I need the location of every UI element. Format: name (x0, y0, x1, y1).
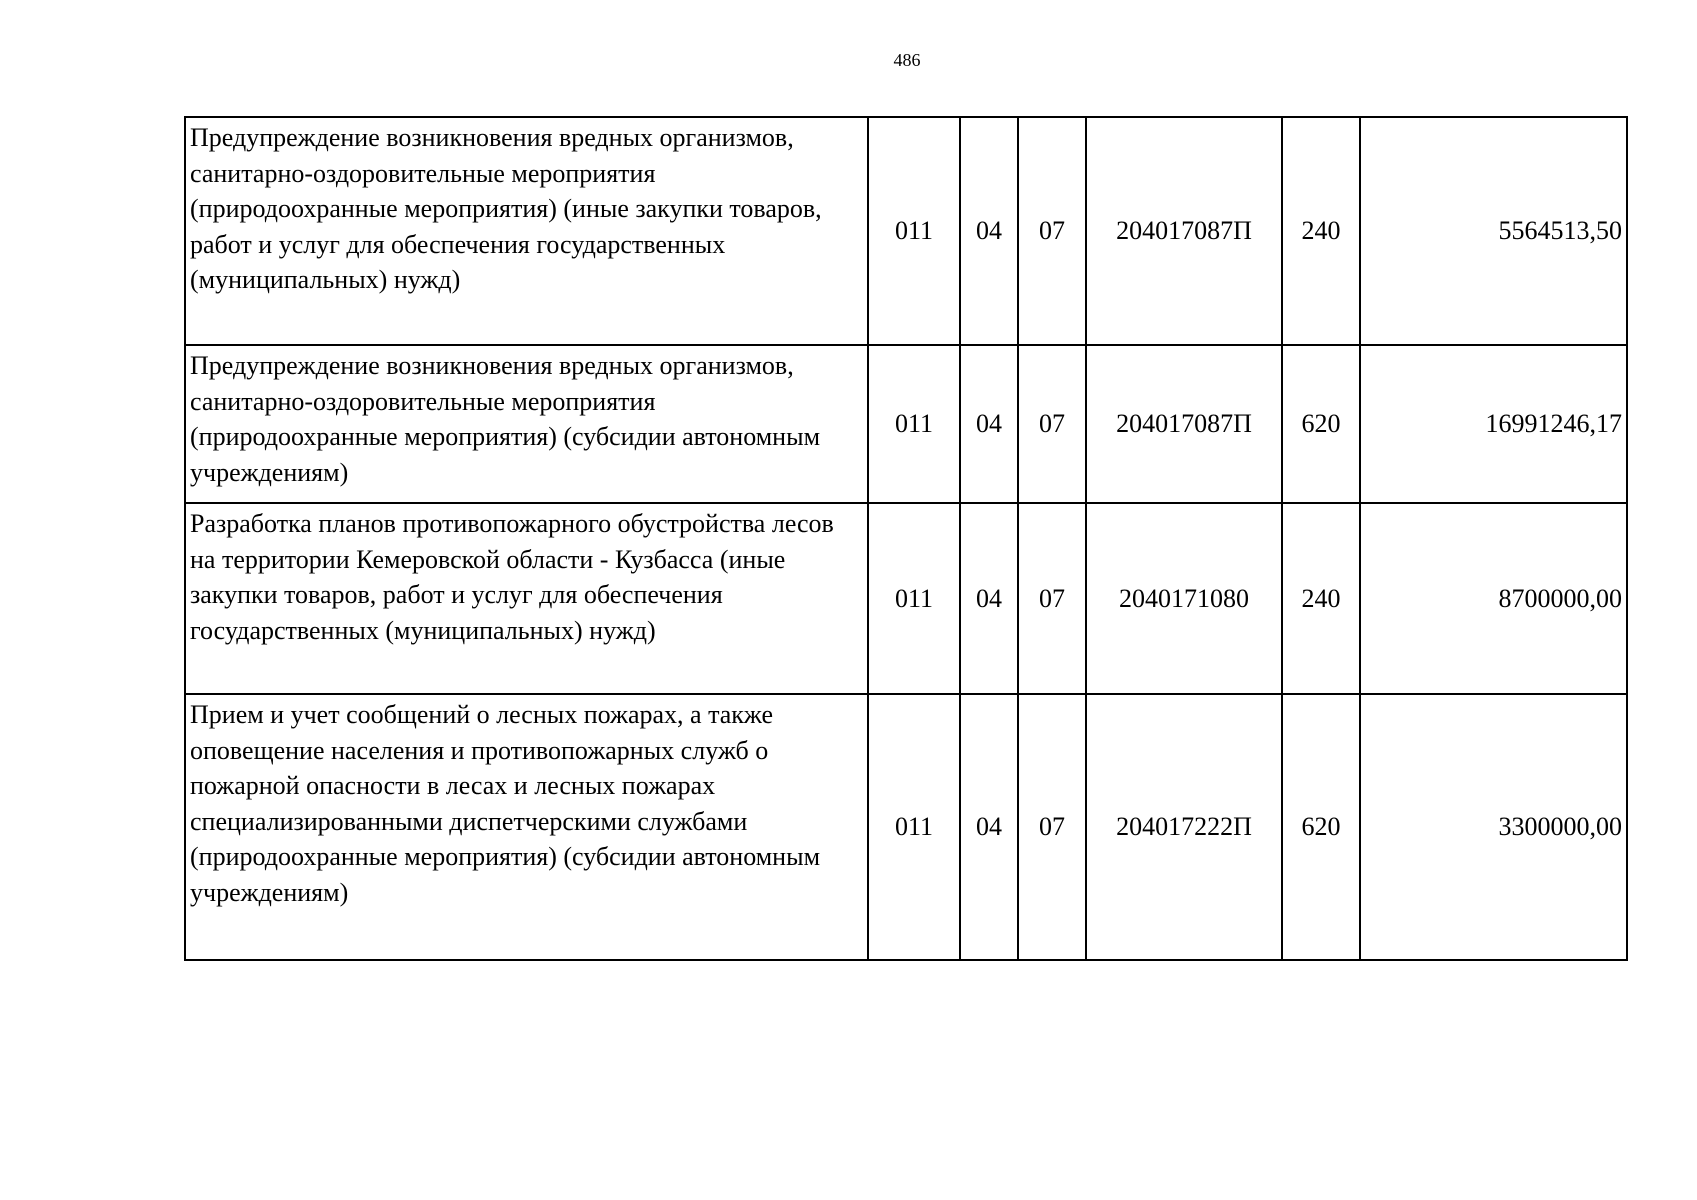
expense-type-code: 620 (1282, 345, 1360, 503)
subsection-code: 07 (1018, 345, 1086, 503)
expense-type-code: 240 (1282, 117, 1360, 345)
table-row (185, 117, 1627, 345)
ministry-code: 011 (868, 117, 960, 345)
table-row (185, 345, 1627, 503)
amount-value: 3300000,00 (1360, 694, 1627, 960)
table-row (185, 503, 1627, 694)
target-article-code: 2040171080 (1086, 503, 1282, 694)
subsection-code: 07 (1018, 503, 1086, 694)
target-article-code: 204017222П (1086, 694, 1282, 960)
page-number: 486 (893, 50, 921, 70)
amount-value: 16991246,17 (1360, 345, 1627, 503)
amount-value: 5564513,50 (1360, 117, 1627, 345)
section-code: 04 (960, 694, 1018, 960)
row-description: Предупреждение возникновения вредных организмов, санитарно-оздоровительные мероприятия (природоохранные мероприятия) (субсидии автономным учреждениям) (185, 345, 868, 503)
target-article-code: 204017087П (1086, 345, 1282, 503)
ministry-code: 011 (868, 503, 960, 694)
expense-type-code: 620 (1282, 694, 1360, 960)
section-code: 04 (960, 345, 1018, 503)
amount-value: 8700000,00 (1360, 503, 1627, 694)
table-row (185, 694, 1627, 960)
row-description: Предупреждение возникновения вредных организмов, санитарно-оздоровительные мероприятия (природоохранные мероприятия) (иные закупки товаров, работ и услуг для обеспечения государственных (муниципальных) нужд) (185, 117, 868, 345)
section-code: 04 (960, 503, 1018, 694)
row-description: Разработка планов противопожарного обустройства лесов на территории Кемеровской области - Кузбасса (иные закупки товаров, работ и услуг для обеспечения государственных (муниципальных) нужд) (185, 503, 868, 694)
budget-table (184, 116, 1628, 961)
subsection-code: 07 (1018, 694, 1086, 960)
expense-type-code: 240 (1282, 503, 1360, 694)
subsection-code: 07 (1018, 117, 1086, 345)
ministry-code: 011 (868, 345, 960, 503)
section-code: 04 (960, 117, 1018, 345)
row-description: Прием и учет сообщений о лесных пожарах, а также оповещение населения и противопожарных служб о пожарной опасности в лесах и лесных пожарах специализированными диспетчерскими службами (природоохранные мероприятия) (субсидии автономным учреждениям) (185, 694, 868, 960)
ministry-code: 011 (868, 694, 960, 960)
target-article-code: 204017087П (1086, 117, 1282, 345)
